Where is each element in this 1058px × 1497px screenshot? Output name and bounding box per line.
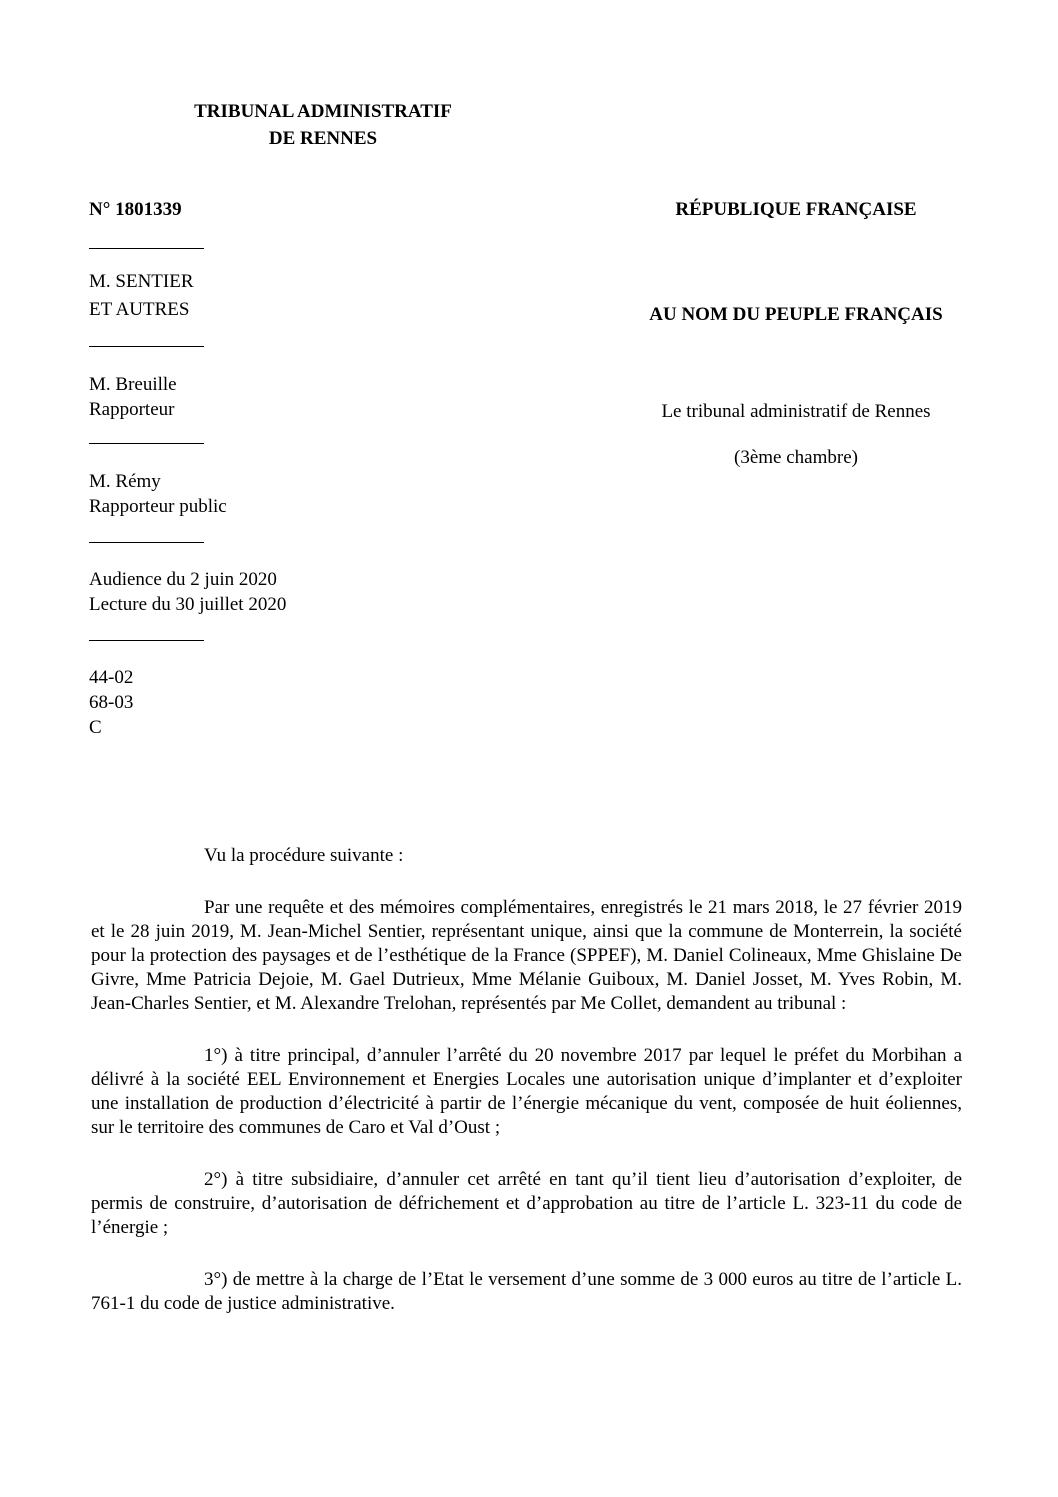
people-motto-heading: AU NOM DU PEUPLE FRANÇAIS	[649, 304, 943, 325]
court-header	[90, 98, 556, 152]
section-divider	[89, 443, 204, 444]
republic-heading: RÉPUBLIQUE FRANÇAISE	[675, 199, 917, 220]
section-divider	[89, 248, 204, 249]
court-name-line1: TRIBUNAL ADMINISTRATIF	[194, 101, 452, 122]
body-paragraph: 2°) à titre subsidiaire, d’annuler cet arrêté en tant qu’il tient lieu d’autorisation d’exploiter, de permis de construire, d’autorisation de défrichement et d’approbation au titre de l’article L. 323-11 du code de l’énergie ;	[91, 1169, 962, 1238]
judgment-body	[91, 844, 962, 1344]
body-paragraph: Par une requête et des mémoires complémentaires, enregistrés le 21 mars 2018, le 27 février 2019 et le 28 juin 2019, M. Jean-Michel Sentier, représentant unique, ainsi que la commune de Monterrein, la société pour la protection des paysages et de l’esthétique de la France (SPPEF), M. Daniel Colineaux, Mme Ghislaine De Givre, Mme Patricia Dejoie, M. Gael Dutrieux, Mme Mélanie Guiboux, M. Daniel Josset, M. Yves Robin, M. Jean-Charles Sentier, et M. Alexandre Trelohan, représentés par Me Collet, demandent au tribunal :	[91, 897, 962, 1014]
classification-codes	[89, 665, 133, 740]
classification-code: 68-03	[89, 692, 134, 713]
rapporteur-name: M. Breuille	[89, 374, 177, 395]
audience-date: Audience du 2 juin 2020	[89, 569, 277, 590]
tribunal-name: Le tribunal administratif de Rennes	[661, 401, 931, 422]
rapporteur-block	[89, 372, 177, 422]
case-number: N° 1801339	[89, 199, 182, 220]
section-divider	[89, 542, 204, 543]
section-divider	[89, 640, 204, 641]
chamber-name: (3ème chambre)	[734, 447, 858, 468]
court-name-line2: DE RENNES	[268, 128, 378, 149]
public-rapporteur-block	[89, 469, 227, 519]
classification-code: C	[89, 717, 102, 738]
classification-code: 44-02	[89, 667, 134, 688]
body-paragraph: 3°) de mettre à la charge de l’Etat le versement d’une somme de 3 000 euros au titre de l’article L. 761-1 du code de justice administrative.	[91, 1269, 962, 1314]
party-name-line1: M. SENTIER	[89, 271, 194, 292]
body-paragraph: Vu la procédure suivante :	[204, 845, 404, 866]
party-name-line2: ET AUTRES	[89, 299, 190, 320]
rapporteur-title: Rapporteur	[89, 399, 175, 420]
lecture-date: Lecture du 30 juillet 2020	[89, 594, 287, 615]
section-divider	[89, 346, 204, 347]
public-rapporteur-title: Rapporteur public	[89, 496, 227, 517]
parties-block	[89, 268, 194, 324]
hearing-dates-block	[89, 567, 286, 617]
body-paragraph: 1°) à titre principal, d’annuler l’arrêté du 20 novembre 2017 par lequel le préfet du Morbihan a délivré à la société EEL Environnement et Energies Locales une autorisation unique d’implanter et d’exploiter une installation de production d’électricité à partir de l’énergie mécanique du vent, composée de huit éoliennes, sur le territoire des communes de Caro et Val d’Oust ;	[91, 1045, 962, 1138]
public-rapporteur-name: M. Rémy	[89, 471, 161, 492]
